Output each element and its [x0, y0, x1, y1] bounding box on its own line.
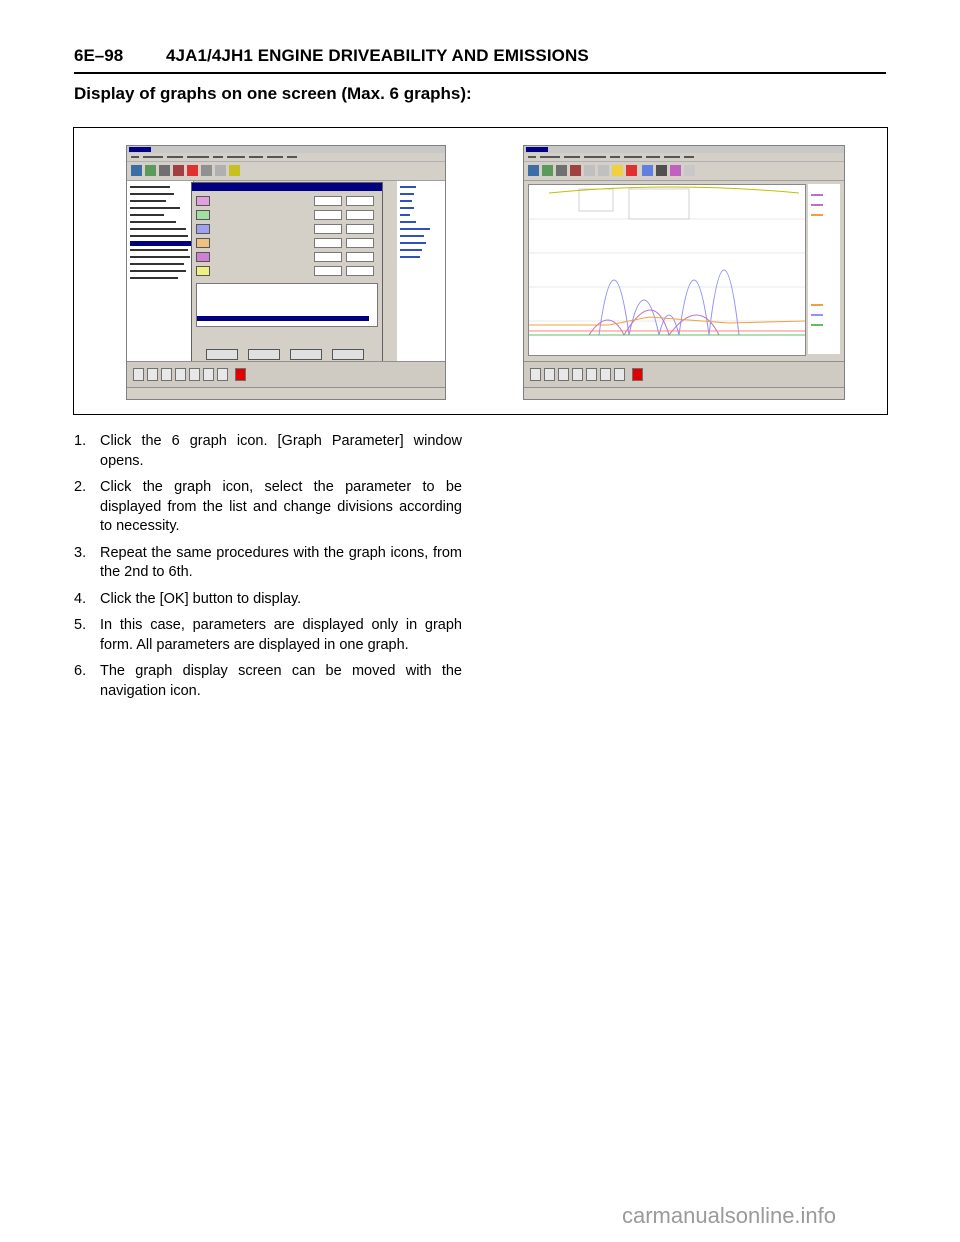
parameter-list	[127, 181, 194, 361]
step-item	[74, 432, 462, 471]
step-number: 1.	[74, 433, 87, 449]
tool-icon	[201, 165, 212, 176]
stop-icon[interactable]	[235, 368, 246, 381]
navigation-bar	[127, 361, 445, 388]
window-titlebar	[127, 146, 445, 153]
tool-icon	[131, 165, 142, 176]
status-bar	[127, 387, 445, 399]
tool-icon	[215, 165, 226, 176]
tool-icon	[229, 165, 240, 176]
nav-first-icon[interactable]	[133, 368, 144, 381]
six-graph-screenshot	[523, 145, 845, 400]
nav-stop-icon[interactable]	[189, 368, 200, 381]
toolbar	[127, 162, 445, 181]
nav-record-icon[interactable]	[572, 368, 583, 381]
step-number: 4.	[74, 590, 87, 607]
tool-icon	[187, 165, 198, 176]
tool-icon	[598, 165, 609, 176]
nav-last-icon[interactable]	[614, 368, 625, 381]
page-number: 6E–98	[74, 46, 124, 65]
nav-record-icon[interactable]	[175, 368, 186, 381]
graph-area	[528, 184, 806, 356]
tool-icon	[684, 165, 695, 176]
step-item	[74, 590, 462, 610]
graph-row[interactable]	[196, 237, 376, 249]
cancel-button[interactable]	[248, 349, 280, 360]
step-text: Click the graph icon, select the parameter to be displayed from the list and change divisions according to necessity.	[100, 479, 462, 534]
step-text: Click the 6 graph icon. [Graph Parameter] window opens.	[100, 433, 462, 469]
tool-icon	[542, 165, 553, 176]
nav-stop-icon[interactable]	[586, 368, 597, 381]
navigation-bar	[524, 361, 844, 388]
parameter-select-list[interactable]	[196, 283, 378, 327]
tool-icon	[528, 165, 539, 176]
nav-last-icon[interactable]	[217, 368, 228, 381]
nav-play-icon[interactable]	[203, 368, 214, 381]
graph-traces	[529, 185, 805, 355]
step-number: 6.	[74, 663, 87, 679]
tool-icon	[612, 165, 623, 176]
tool-icon	[159, 165, 170, 176]
step-text: Repeat the same procedures with the graph icons, from the 2nd to 6th.	[100, 544, 462, 580]
graph-row[interactable]	[196, 223, 376, 235]
step-item	[74, 478, 462, 537]
stop-icon[interactable]	[632, 368, 643, 381]
clear-button[interactable]	[290, 349, 322, 360]
nav-prev-icon[interactable]	[544, 368, 555, 381]
graph-parameter-screenshot	[126, 145, 446, 400]
legend-box	[629, 189, 689, 219]
nav-prev-icon[interactable]	[147, 368, 158, 381]
page-header	[74, 46, 886, 74]
graph-row[interactable]	[196, 195, 376, 207]
tool-icon	[173, 165, 184, 176]
step-item	[74, 544, 462, 583]
menu-bar	[127, 153, 445, 162]
watermark: carmanualsonline.info	[622, 1203, 837, 1228]
graph-legend-column	[808, 184, 840, 354]
step-text: Click the [OK] button to display.	[100, 590, 302, 607]
tool-icon	[626, 165, 637, 176]
graph-parameter-dialog	[191, 182, 383, 366]
graph-row[interactable]	[196, 209, 376, 221]
ok-button[interactable]	[206, 349, 238, 360]
step-item	[74, 662, 462, 701]
tool-icon	[570, 165, 581, 176]
step-number: 5.	[74, 617, 87, 633]
dialog-titlebar	[192, 183, 382, 191]
nav-rewind-icon[interactable]	[161, 368, 172, 381]
value-column	[397, 181, 445, 361]
step-number: 3.	[74, 544, 87, 561]
figure-screenshots	[73, 127, 888, 415]
window-titlebar	[524, 146, 844, 153]
step-text: The graph display screen can be moved with the navigation icon.	[100, 663, 462, 699]
tool-icon	[145, 165, 156, 176]
step-item	[74, 616, 462, 655]
nav-rewind-icon[interactable]	[558, 368, 569, 381]
graph-row[interactable]	[196, 251, 376, 263]
tool-icon	[656, 165, 667, 176]
six-graph-icon[interactable]	[642, 165, 653, 176]
status-bar	[524, 387, 844, 399]
tool-icon	[584, 165, 595, 176]
subtitle: Display of graphs on one screen (Max. 6 graphs):	[74, 84, 472, 103]
help-button[interactable]	[332, 349, 364, 360]
nav-play-icon[interactable]	[600, 368, 611, 381]
nav-first-icon[interactable]	[530, 368, 541, 381]
menu-bar	[524, 153, 844, 162]
section-title: 4JA1/4JH1 ENGINE DRIVEABILITY AND EMISSIONS	[166, 46, 589, 65]
trace-6	[549, 187, 799, 193]
graph-row[interactable]	[196, 265, 376, 277]
step-text: In this case, parameters are displayed only in graph form. All parameters are displayed in one graph.	[100, 617, 462, 653]
toolbar	[524, 162, 844, 181]
tool-icon	[556, 165, 567, 176]
trace-1	[599, 270, 739, 335]
legend-box	[579, 189, 613, 211]
procedure-steps	[74, 432, 462, 708]
step-number: 2.	[74, 479, 87, 495]
tool-icon	[670, 165, 681, 176]
